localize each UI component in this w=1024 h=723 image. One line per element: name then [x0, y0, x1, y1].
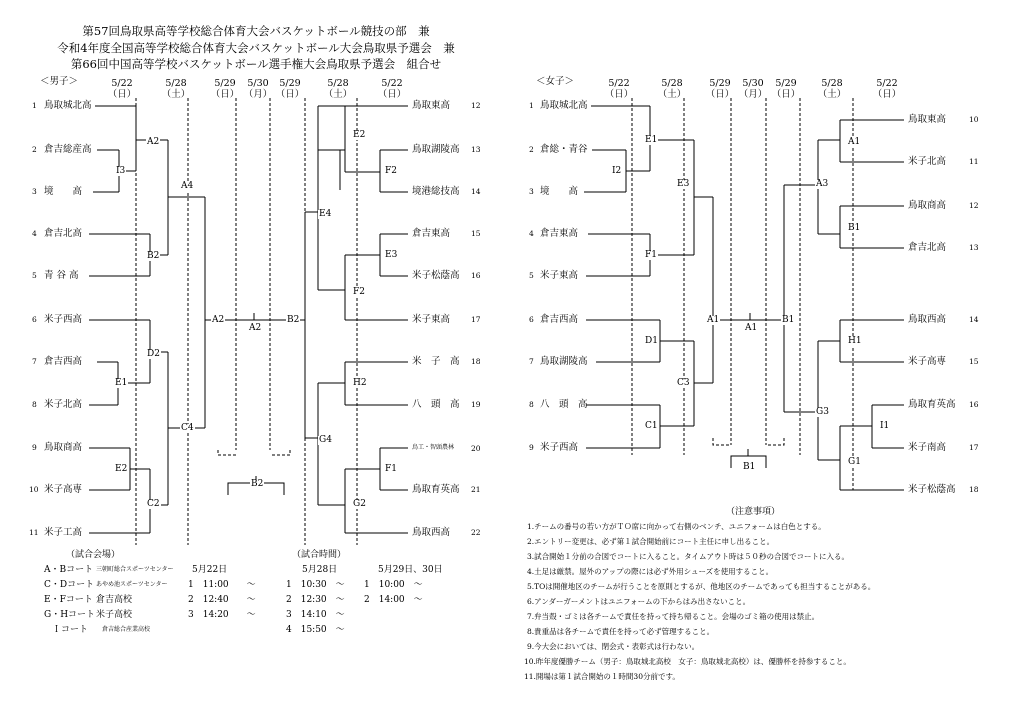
- team-number: 20: [471, 444, 481, 453]
- venue-court: Ｉコート: [52, 625, 89, 635]
- team-number: 12: [471, 101, 481, 110]
- team-name: 鳥取城北高: [44, 100, 92, 111]
- game-code: H2: [353, 378, 367, 388]
- game-code: E1: [115, 378, 128, 388]
- time-slot: 2 12:30 ～: [286, 595, 345, 605]
- men-dow: （日）: [107, 89, 137, 100]
- team-name: 倉総・青谷: [540, 144, 588, 155]
- game-code: B2: [147, 251, 160, 261]
- women-dow: （日）: [705, 89, 735, 100]
- team-name: 米子西高: [44, 314, 83, 325]
- women-date: 5/28: [821, 78, 843, 89]
- team-name: 米子高専: [908, 356, 947, 367]
- team-number: 2: [32, 145, 37, 154]
- team-name: 倉吉東高: [540, 228, 579, 239]
- team-name: 米子南高: [908, 442, 947, 453]
- men-dow: （日）: [377, 89, 407, 100]
- women-label: ＜女子＞: [536, 76, 575, 87]
- title-line-3: 第66回中国高等学校バスケットボール選手権大会鳥取県予選会 組合せ: [70, 57, 442, 71]
- team-number: 13: [471, 145, 481, 154]
- game-code: I1: [880, 421, 890, 431]
- game-code: A1: [707, 315, 720, 325]
- team-name: 米子松蔭高: [908, 484, 956, 495]
- team-name: 青 谷 高: [44, 270, 79, 281]
- game-code: D1: [645, 336, 658, 346]
- women-date: 5/29: [709, 78, 731, 89]
- team-number: 18: [969, 485, 979, 494]
- team-name: 米子北高: [44, 399, 83, 410]
- game-code: B1: [848, 223, 861, 233]
- game-code: I2: [612, 166, 622, 176]
- team-name: 鳥取商高: [44, 442, 83, 453]
- team-number: 15: [471, 229, 481, 238]
- note-item: 3.試合開始１分前の合図でコートに入ること。タイムアウト時は５０秒の合図でコートに入る。: [527, 552, 850, 561]
- men-dow: （土）: [161, 89, 191, 100]
- venue-name: 倉吉高校: [96, 595, 133, 605]
- team-name: 境港総技高: [412, 186, 460, 197]
- team-number: 16: [969, 400, 979, 409]
- note-item: 8.貴重品は各チームで責任を持って必ず管理すること。: [527, 627, 715, 636]
- women-date: 5/28: [661, 78, 683, 89]
- team-name: 境 高: [540, 186, 579, 197]
- men-date: 5/30: [247, 78, 269, 89]
- team-name: 鳥取湖陵高: [412, 144, 460, 155]
- men-date: 5/22: [111, 78, 133, 89]
- game-code: A1: [848, 137, 861, 147]
- team-name: 鳥取商高: [908, 200, 947, 211]
- venue-court: G・Hコート: [44, 610, 96, 620]
- time-slot: 2 12:40 ～: [188, 595, 256, 605]
- time-slot: 1 11:00 ～: [188, 580, 256, 590]
- men-date: 5/29: [214, 78, 236, 89]
- team-number: 4: [529, 229, 534, 238]
- time-date: 5月22日: [192, 565, 228, 575]
- team-number: 11: [969, 157, 979, 166]
- venue-name: あやめ池スポーツセンター: [96, 581, 168, 588]
- women-date: 5/22: [876, 78, 898, 89]
- team-name: 境 高: [44, 186, 83, 197]
- team-number: 9: [32, 443, 37, 452]
- team-number: 6: [32, 315, 37, 324]
- men-dow: （日）: [275, 89, 305, 100]
- note-item: 1.チームの番号の若い方がＴＯ席に向かって右側のベンチ、ユニフォームは白色とする。: [527, 522, 826, 531]
- team-name: 倉吉西高: [44, 356, 83, 367]
- team-name: 倉吉北高: [44, 228, 83, 239]
- title-line-2: 令和4年度全国高等学校総合体育大会バスケットボール大会鳥取県予選会 兼: [57, 41, 455, 55]
- men-dow: （月）: [243, 89, 273, 100]
- game-code: G1: [848, 457, 861, 467]
- note-item: 10.昨年度優勝チーム（男子：鳥取城北高校 女子：鳥取城北高校）は、優勝杯を持参すること。: [524, 657, 851, 666]
- team-number: 5: [529, 271, 534, 280]
- team-number: 17: [471, 315, 481, 324]
- team-name: 米子高専: [44, 484, 83, 495]
- note-item: 11.開場は第１試合開始の１時間30分前です。: [524, 672, 680, 681]
- venue-name: 三朝町総合スポーツセンター: [96, 566, 174, 573]
- game-code: G3: [816, 407, 829, 417]
- men-label: ＜男子＞: [40, 76, 79, 87]
- game-code: C4: [181, 423, 194, 433]
- women-dow: （土）: [817, 89, 847, 100]
- team-number: 1: [529, 101, 534, 110]
- game-code: E1: [645, 135, 658, 145]
- team-name: 米子工高: [44, 527, 83, 538]
- game-code: A3: [816, 179, 829, 189]
- game-code: B2: [287, 315, 300, 325]
- team-name: 倉吉西高: [540, 314, 579, 325]
- team-name: 米子松蔭高: [412, 270, 460, 281]
- notes-heading: （注意事項）: [726, 507, 781, 517]
- team-number: 3: [32, 187, 37, 196]
- game-code: C3: [677, 378, 690, 388]
- team-name: 八 頭 高: [412, 399, 460, 410]
- note-item: 9.今大会においては、閉会式・表彰式は行わない。: [527, 642, 700, 651]
- game-code: E2: [115, 464, 128, 474]
- game-code: A2: [212, 315, 225, 325]
- team-name: 鳥取東高: [412, 100, 451, 111]
- team-name: 鳥取育英高: [908, 399, 956, 410]
- team-number: 16: [471, 271, 481, 280]
- men-dow: （土）: [323, 89, 353, 100]
- note-item: 7.弁当殻・ゴミは各チームで責任を持って持ち帰ること。会場のゴミ箱の使用は禁止。: [527, 612, 820, 621]
- game-code: H1: [848, 336, 862, 346]
- game-code: A1: [745, 323, 758, 333]
- team-number: 1: [32, 101, 37, 110]
- team-number: 14: [471, 187, 481, 196]
- game-code: G2: [353, 499, 366, 509]
- women-date: 5/22: [608, 78, 630, 89]
- game-code: E3: [677, 179, 690, 189]
- team-number: 19: [471, 400, 481, 409]
- women-dow: （日）: [771, 89, 801, 100]
- game-code: A4: [181, 181, 194, 191]
- team-name: 倉吉東高: [412, 228, 451, 239]
- team-number: 17: [969, 443, 979, 452]
- team-number: 4: [32, 229, 37, 238]
- venue-name: 米子高校: [96, 610, 133, 620]
- title-line-1: 第57回鳥取県高等学校総合体育大会バスケットボール競技の部 兼: [82, 24, 430, 38]
- team-number: 8: [32, 400, 37, 409]
- women-dow: （月）: [738, 89, 768, 100]
- team-number: 8: [529, 400, 534, 409]
- team-name: 鳥取城北高: [540, 100, 588, 111]
- men-date: 5/22: [381, 78, 403, 89]
- time-slot: 1 10:30 ～: [286, 580, 345, 590]
- team-name: 米子東高: [412, 314, 451, 325]
- game-code: A2: [249, 323, 262, 333]
- game-code: F2: [385, 166, 397, 176]
- time-slot: 2 14:00 ～: [364, 595, 423, 605]
- team-name: 米子北高: [908, 156, 947, 167]
- time-date: 5月29日、30日: [378, 565, 443, 575]
- game-code: B1: [782, 315, 795, 325]
- women-date: 5/29: [775, 78, 797, 89]
- time-date: 5月28日: [302, 565, 338, 575]
- team-name: 米 子 高: [412, 356, 460, 367]
- team-name: 鳥取西高: [412, 527, 451, 538]
- team-name: 倉吉総産高: [44, 144, 92, 155]
- women-dow: （日）: [872, 89, 902, 100]
- team-number: 12: [969, 201, 979, 210]
- women-date: 5/30: [742, 78, 764, 89]
- team-number: 9: [529, 443, 534, 452]
- game-code: E4: [319, 209, 332, 219]
- note-item: 6.アンダーガーメントはユニフォームの下からはみ出さないこと。: [527, 597, 751, 606]
- time-slot: 3 14:10 ～: [286, 610, 345, 620]
- team-number: 6: [529, 315, 534, 324]
- game-code: D2: [147, 349, 160, 359]
- team-name: 倉吉北高: [908, 242, 947, 253]
- team-number: 21: [471, 485, 481, 494]
- team-number: 7: [32, 357, 37, 366]
- venues-heading: （試合会場）: [66, 550, 121, 560]
- game-code: I3: [116, 166, 126, 176]
- venue-court: A・Bコート: [44, 565, 94, 575]
- team-number: 15: [969, 357, 979, 366]
- game-code: E3: [385, 250, 398, 260]
- game-code: F2: [353, 287, 365, 297]
- team-number: 10: [29, 485, 39, 494]
- team-number: 2: [529, 145, 534, 154]
- time-slot: 3 14:20 ～: [188, 610, 256, 620]
- team-name: 米子東高: [540, 270, 579, 281]
- team-number: 22: [471, 528, 481, 537]
- game-code: F1: [385, 464, 397, 474]
- venue-name: 倉吉総合産業高校: [102, 626, 151, 633]
- venue-court: C・Dコート: [44, 580, 95, 590]
- men-date: 5/29: [279, 78, 301, 89]
- venue-court: E・Fコート: [44, 595, 93, 605]
- team-name: 鳥取西高: [908, 314, 947, 325]
- note-item: 2.エントリー変更は、必ず第１試合開始前にコート主任に申し出ること。: [527, 537, 775, 546]
- team-number: 14: [969, 315, 979, 324]
- men-date: 5/28: [165, 78, 187, 89]
- game-code: F1: [645, 250, 657, 260]
- game-code: A2: [147, 137, 160, 147]
- team-number: 11: [29, 528, 39, 537]
- team-number: 10: [969, 115, 979, 124]
- time-slot: 4 15:50 ～: [286, 625, 345, 635]
- game-code: G4: [319, 435, 332, 445]
- game-code: E2: [353, 130, 366, 140]
- game-code: C1: [645, 421, 658, 431]
- team-number: 3: [529, 187, 534, 196]
- team-number: 13: [969, 243, 979, 252]
- game-code: C2: [147, 499, 160, 509]
- team-name: 米子西高: [540, 442, 579, 453]
- team-number: 18: [471, 357, 481, 366]
- men-dow: （日）: [210, 89, 240, 100]
- game-code: B1: [743, 462, 756, 472]
- women-dow: （日）: [604, 89, 634, 100]
- team-number: 7: [529, 357, 534, 366]
- game-code: B2: [251, 479, 264, 489]
- team-name: 鳥取東高: [908, 114, 947, 125]
- note-item: 4.土足は厳禁。屋外のアップの際には必ず外用シューズを使用すること。: [527, 567, 774, 576]
- times-heading: （試合時間）: [292, 550, 347, 560]
- women-dow: （土）: [657, 89, 687, 100]
- men-date: 5/28: [327, 78, 349, 89]
- note-item: 5.TOは開催地区のチームが行うことを原則とするが、他地区のチームであっても担当することがある。: [527, 582, 876, 591]
- team-name: 鳥工・智頭農林: [412, 444, 455, 451]
- time-slot: 1 10:00 ～: [364, 580, 423, 590]
- team-name: 鳥取育英高: [412, 484, 460, 495]
- team-name: 八 頭 高: [540, 399, 588, 410]
- team-name: 鳥取湖陵高: [540, 356, 588, 367]
- team-number: 5: [32, 271, 37, 280]
